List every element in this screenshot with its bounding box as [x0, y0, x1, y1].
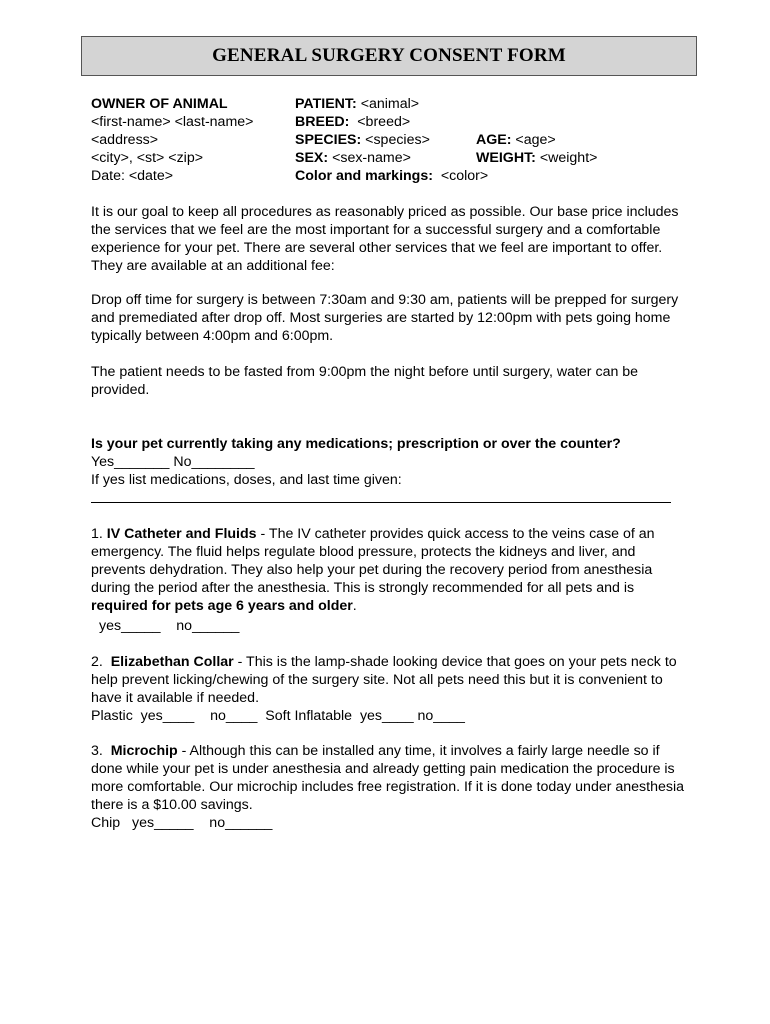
breed-value: <breed> [349, 114, 411, 130]
owner-heading: OWNER OF ANIMAL [91, 96, 228, 112]
patient-value: <animal> [356, 96, 420, 112]
form-title-box [81, 36, 697, 76]
age-row [476, 131, 556, 149]
weight-value: <weight> [535, 150, 598, 166]
iv-answer: yes_____ no______ [99, 618, 240, 634]
weight-row [476, 149, 597, 167]
medications-instruction: If yes list medications, doses, and last time given: [91, 472, 402, 488]
collar-text: - This is the lamp-shade looking device that goes on your pets neck to help prevent licking/chewing of the surgery site. Not all pets need this but it is convenient to have it available if needed. [91, 654, 677, 706]
iv-section [91, 525, 691, 615]
color-label: Color and markings: [295, 168, 433, 184]
species-row [295, 131, 430, 149]
intro-paragraph: It is our goal to keep all procedures as reasonably priced as possible. Our base price includes the services that we feel are the most important for a successful surgery and a comfortable experience for your pet. There are several other services that we feel are important to offer. They are available at an additional fee: [91, 204, 679, 274]
iv-end: . [352, 598, 357, 614]
species-value: <species> [361, 132, 430, 148]
medications-answer-line [91, 502, 671, 503]
sex-row [295, 149, 411, 167]
breed-label: BREED: [295, 114, 350, 130]
microchip-section [91, 742, 691, 814]
medications-question: Is your pet currently taking any medications; prescription or over the counter? [91, 436, 621, 452]
owner-name: <first-name> <last-name> [91, 114, 254, 130]
sex-label: SEX: [295, 150, 329, 166]
owner-date: Date: <date> [91, 168, 174, 184]
color-value: <color> [432, 168, 489, 184]
weight-label: WEIGHT: [476, 150, 536, 166]
owner-address: <address> [91, 132, 159, 148]
sex-value: <sex-name> [328, 150, 411, 166]
microchip-number: 3. [91, 743, 111, 759]
iv-title: IV Catheter and Fluids [106, 526, 257, 542]
iv-text: - The IV catheter provides quick access to the veins case of an emergency. The fluid helps regulate blood pressure, protects the kidneys and liver, and prevents dehydration. They also help your pet during the recovery period from anesthesia during the period after the anesthesia. This is strongly recommended for all pets and is [91, 526, 655, 596]
species-label: SPECIES: [295, 132, 362, 148]
patient-label: PATIENT: [295, 96, 357, 112]
microchip-text: - Although this can be installed any time, it involves a fairly large needle so if done while your pet is under anesthesia and already getting pain medication the procedure is more comfortable. Our microchip includes free registration. If it is done today under anesthesia there is a $10.00 savings. [91, 743, 685, 813]
patient-row [295, 95, 419, 113]
collar-number: 2. [91, 654, 111, 670]
owner-city-line: <city>, <st> <zip> [91, 150, 203, 166]
iv-number: 1. [91, 526, 107, 542]
form-title: GENERAL SURGERY CONSENT FORM [212, 45, 566, 66]
age-label: AGE: [476, 132, 512, 148]
age-value: <age> [511, 132, 556, 148]
microchip-answer: Chip yes_____ no______ [91, 815, 273, 831]
breed-row [295, 113, 410, 131]
collar-answer: Plastic yes____ no____ Soft Inflatable yes____ no____ [91, 708, 465, 724]
fasting-paragraph: The patient needs to be fasted from 9:00pm the night before until surgery, water can be provided. [91, 364, 639, 398]
medications-yes-no: Yes_______ No________ [91, 454, 255, 470]
collar-section [91, 653, 691, 707]
dropoff-paragraph: Drop off time for surgery is between 7:30am and 9:30 am, patients will be prepped for surgery and premediated after drop off. Most surgeries are started by 12:00pm with pets going home typically between 4:00pm and 6:00pm. [91, 292, 679, 344]
microchip-title: Microchip [110, 743, 178, 759]
collar-title: Elizabethan Collar [110, 654, 234, 670]
iv-required: required for pets age 6 years and older [91, 598, 353, 614]
color-row [295, 167, 488, 185]
